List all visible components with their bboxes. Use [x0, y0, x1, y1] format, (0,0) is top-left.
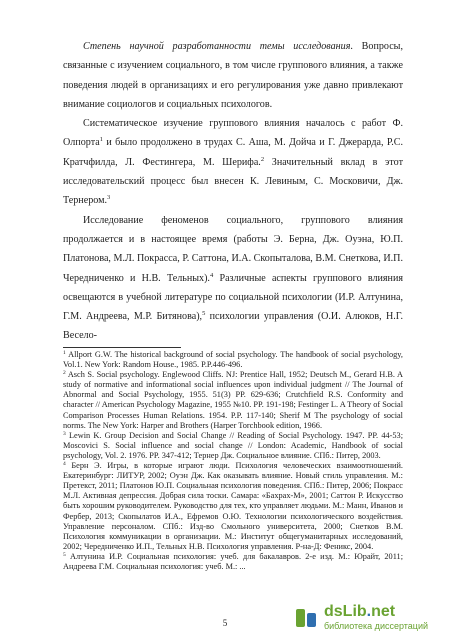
watermark-brand-dot: . [366, 603, 372, 620]
footnote-text: Lewin K. Group Decision and Social Change // Reading of Social Psychology. 1947. PP. 44-53; Moscovici S. Social influence and social change // London: Academic, Handbook of social psychology, Vol. 2. 1976. PP. 347-412; Тернер Дж. Социальное влияние. СПб.: Питер, 2003. [63, 430, 403, 460]
footnote-text: Asch S. Social psychology. Englewood Cliffs. NJ: Prentice Hall, 1952; Deutsch M., Gerard H.B. A study of normative and informational social influences upon individual judgment // The Journal of Abnormal and Social Psychology, 1955. 51(3) PP. 629-636; Crutchfield R.S. Conformity and character // American Psychology Magazine, 1955 №10. PP. 191-198; Festinger L. A Theory of Social Comparison Processes Human Relations. 1954. P.P. 117-140; Sherif M The psychology of social norms. The New York: Harper and Brothers (Harper Torchbook edition, 1966. [63, 370, 403, 430]
footnote-number: 2 [63, 370, 66, 377]
watermark-logo[interactable] [294, 597, 444, 631]
watermark-text [324, 604, 428, 631]
watermark-brand-main: dsLib [324, 603, 367, 620]
footnote-ref-1[interactable]: 1 [99, 136, 103, 144]
body-text [63, 37, 403, 346]
footnote-number: 1 [63, 350, 66, 356]
footnote-ref-5[interactable]: 5 [202, 310, 206, 318]
footnote-text: Берн Э. Игры, в которые играют люди. Психология человеческих взаимоотношений. Екатеринбург: ЛИТУР, 2002; Оуэн Дж. Как оказывать влияние. Новый стиль управления. М.: Претекст, 2011; Платонов Ю.П. Социальная психология поведения. СПб.: Питер, 2006; Покрасс М.Л. Активная депрессия. Добрая сила тоски. Самара: «Бахрах-М», 2001; Саттон Р. Искусство быть хорошим руководителем. Руководство для тех, кто управляет людьми. М.: Манн, Иванов и Фербер, 2013; Скопылатов И.А., Ефремов О.Ю. Технологии психологического воздействия. Управление персоналом. СПб.: Изд-во Смольного университета, 2000; Снетков В.М. Психология коммуникации в организации. М.: Институт общегуманитарных исследований, 2002; Чередниченко И.П., Тельных Н.В. Психология управления. Р-на-Д: Феникс, 2004. [63, 461, 403, 551]
paragraph-3-text-b: Различные аспекты группового влияния освещаются в учебной литературе по социальной психологии (И.Р. Алтунина, Г.М. Андреева, М.Р. Битянова), [63, 272, 404, 323]
footnote-number: 4 [63, 461, 66, 468]
footnote-number: 5 [63, 551, 66, 558]
paragraph-2-text-a: Систематическое изучение группового влияния началось с работ Ф. Олпорта [63, 118, 403, 149]
paragraph-1 [63, 37, 403, 114]
footnote-divider [63, 347, 181, 348]
footnote-1 [63, 350, 403, 370]
footnote-3 [63, 431, 403, 461]
watermark-brand-tld: net [371, 603, 396, 620]
footnote-ref-3[interactable]: 3 [107, 194, 111, 202]
paragraph-2 [63, 114, 403, 210]
paragraph-3 [63, 211, 403, 346]
footnotes [63, 350, 403, 572]
footnote-ref-4[interactable]: 4 [209, 271, 214, 279]
watermark-brand [324, 604, 428, 620]
dslib-logo-icon [294, 605, 320, 631]
footnote-2 [63, 370, 403, 431]
paragraph-2-text-b: и было продолжено в трудах С. Аша, М. Дойча и Г. Джерарда, Р.С. Кратчфилда, Л. Фестингера, М. Шерифа. [63, 137, 403, 168]
footnote-4 [63, 461, 403, 552]
page-number: 5 [222, 618, 228, 628]
paragraph-2-text-c: Значительный вклад в этот исследовательский процесс был внесен К. Левиным, С. Московичи, Дж. Тернером. [63, 156, 403, 207]
paragraph-1-italic: Степень научной разработанности темы исследования [83, 41, 351, 52]
footnote-text: Алтунина И.Р. Социальная психология: учеб. для бакалавров. 2-е изд. М.: Юрайт, 2011; Андреева Г.М. Социальная психология: учеб. М.: ... [63, 551, 403, 571]
footnote-text: Allport G.W. The historical background of social psychology. The handbook of social psychology, Vol.1. New York: Random House., 1985. P.P.446-496. [63, 350, 403, 370]
paragraph-3-text-a: Исследование феноменов социального, группового влияния продолжается и в настоящее время (работы Э. Берна, Дж. Оуэна, Ю.П. Платонова, М.Л. Покрасса, Р. Саттона, И.А. Скопыталова, В.М. Снеткова, И.П. Чередниченко и Н.В. Тельных). [63, 214, 403, 284]
footnote-number: 3 [63, 430, 66, 437]
paragraph-3-text-c: психологии управления (О.И. Алюков, Н.Г. Весело- [63, 311, 403, 342]
watermark-subtitle: библиотека диссертаций [324, 621, 429, 631]
footnote-ref-2[interactable]: 2 [260, 155, 265, 163]
footnote-5 [63, 552, 403, 572]
paragraph-1-text: . Вопросы, связанные с изучением социального, в том числе группового влияния, а также поведения людей в организациях и его регулирования уже давно привлекают внимание социологов и социальных психологов. [63, 41, 403, 110]
